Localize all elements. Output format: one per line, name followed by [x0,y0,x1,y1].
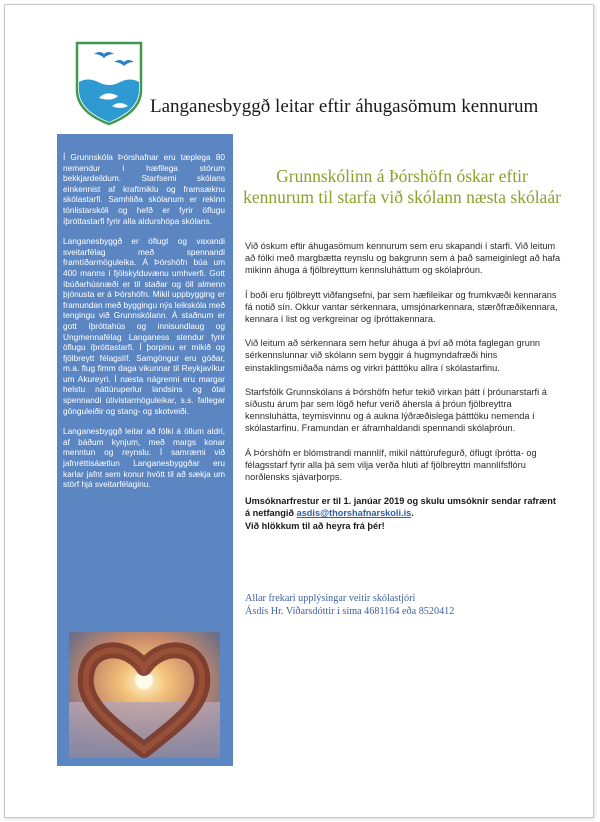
sidebar-paragraph-equality: Langanesbyggð leitar að fólki á öllum aldri, af báðum kynjum, með margs konar menntun og reynslu. Í samræmi við jafnréttisáætlun Langanesbyggðar eru karlar jafnt sem konur hvött til að sækja um störf hjá sveitarfélaginu. [63,426,225,490]
paragraph-community: Á Þórshöfn er blómstrandi mannlíf, mikil náttúrufegurð, öflugt íþrótta- og félagsstarf fyrir alla þá sem vilja verða hluti af fjölbreyttri mannlífsflóru norðlensks sjávarþorps. [245,447,537,483]
paragraph-positions: Í boði eru fjölbreytt viðfangsefni, þar sem hæfileikar og frumkvæði kennarans fá notið sín. Okkur vantar sérkennara, umsjónarkennara, stærðfræðikennara, kennara í list og verkgreinar og íþróttakennara. [245,289,558,325]
application-deadline [245,495,563,519]
main-body [245,240,563,544]
paragraph-development: Starfsfólk Grunnskólans á Þórshöfn hefur tekið virkan þátt í þróunarstarfi á síðustu árum þar sem lögð hefur verið áhersla á þróun fjölbreyttra kennsluhátta, teymisvinnu og á aukna lýðræðislega þátttöku nemenda í skólastarfinu. Framundan er áframhaldandi spennandi skólaþróun. [245,386,547,434]
contact-info [245,593,563,618]
contact-info-line2: Ásdís Hr. Viðarsdóttir í síma 4681164 eða 8520412 [245,605,455,617]
sidebar-paragraph-school: Í Grunnskóla Þórshafnar eru tæplega 80 nemendur í hæfilega stórum bekkjardeildum. Starfsemi skólans einkennist af kraftmiklu og framsæknu skólastarfi. Samhliða skólanum er rekinn tónlistarskóli og hefð er fyrir öflugu íþróttastarfi fyrir alla aldurshópa skólans. [63,152,225,226]
hands-heart-sunset-photo [69,632,220,758]
paragraph-intro: Við óskum eftir áhugasömum kennurum sem eru skapandi í starfi. Við leitum að fólki með margbætta reynslu og bakgrunn sem á það sameiginlegt að hafa mikinn áhuga á fjölbreyttum kennsluháttum og skólaþróun. [245,241,561,276]
paragraph-special-education: Við leitum að sérkennara sem hefur áhuga á því að móta faglegan grunn sérkennslunnar við skólann sem byggir á hugmyndafræði hins einstaklingsmiðaða náms og virkri þátttöku allra í skólastarfinu. [245,338,541,373]
sidebar-paragraph-municipality: Langanesbyggð er öflugt og vaxandi sveitarfélag með spennandi framtíðarmöguleika. Á Þórshöfn búa um 400 manns í fjölskylduvænu umhverfi. Gott íbúðarhúsnæði er til staðar og öll almenn þjónusta er á Þórshöfn. Mikil uppbygging er framundan með byggingu nýs leikskóla með tengingu við Grunnskólann. Á staðnum er gott íþróttahús og innisundlaug og Ungmennafélag Langaness stendur fyrir öflugu íþróttastarfi. Í þorpinu er mikið og fjölbreytt félagslíf. Samgöngur eru góðar, m.a. flug fimm daga vikunnar til Reykjavíkur um Akureyri. Í næsta nágrenni eru margar helstu náttúruperlur landsins og ótal spennandi útivistarmöguleikar, s.s. fallegar gönguleiðir og stang- og skotveiði. [63,236,225,416]
sidebar-text [63,152,225,500]
municipal-crest-icon [74,40,144,126]
page-title: Langanesbyggð leitar eftir áhugasömum kennurum [150,96,539,117]
contact-info-line1: Allar frekari upplýsingar veitir skólastjóri [245,593,416,604]
closing-line: Við hlökkum til að heyra frá þér! [245,520,385,531]
main-heading: Grunnskólinn á Þórshöfn óskar eftir kennurum til starfa við skólann næsta skólaár [243,166,561,207]
email-link[interactable]: asdis@thorshafnarskoli.is [296,508,412,519]
deadline-text: Umsóknarfrestur er til 1. janúar 2019 og skulu umsóknir sendar rafrænt á netfangið [245,496,556,519]
deadline-suffix: . [411,508,414,519]
